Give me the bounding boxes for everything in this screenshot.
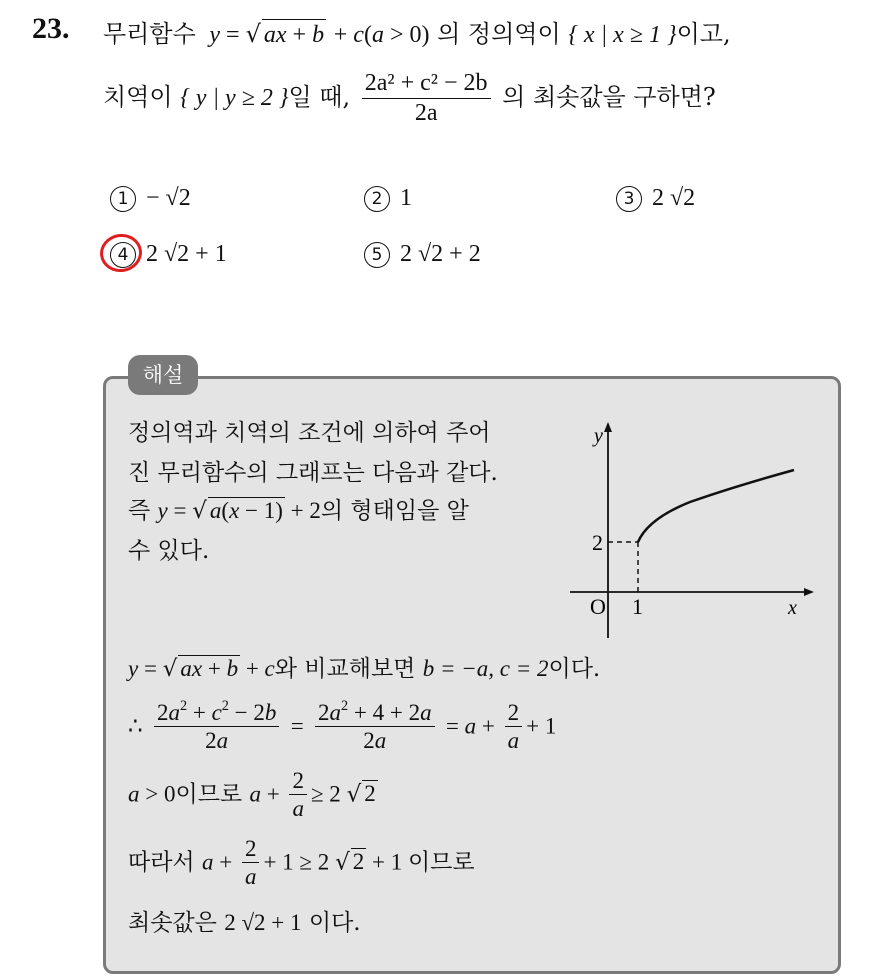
graph-x-tick: 1 [632, 594, 643, 619]
choice-1[interactable] [110, 185, 191, 212]
question-line-1: 무리함수 y = √ ax + b + c(a > 0) 의 정의역이 { x | x ≥ 1 }이고, [103, 20, 731, 48]
curve-line [638, 470, 794, 542]
solution-final [128, 904, 361, 937]
final-value: 2 √2 + 1 [224, 910, 302, 935]
choice-text: 1 [400, 185, 412, 211]
question-line-2 [103, 70, 716, 127]
ddara-word: 따라서 [128, 849, 195, 876]
domain-set: { x | x ≥ 1 } [568, 22, 677, 48]
question-number: 23. [32, 12, 70, 45]
solution-ddara: 따라서 a + $\frac{2}{a}$ + 1 ≥ 2 √ 2 + 1 이므로 [128, 836, 475, 890]
solution-compare: y = √ ax + b + c와 비교해보면 b = −a, c = 2이다. [128, 656, 601, 682]
compare-end: 이다. [548, 656, 601, 682]
ineq-tail: 이므로 [175, 781, 243, 808]
choice-marker: 4 [110, 242, 136, 268]
solution-tag: 해설 [128, 355, 198, 395]
graph-x-label: x [788, 597, 797, 619]
therefore-symbol: ∴ [128, 713, 143, 740]
question-line1-end: 이고, [676, 20, 731, 48]
question-fraction [362, 70, 491, 127]
solution-para-4: 수 있다. [128, 538, 210, 564]
choice-marker: 2 [364, 186, 390, 212]
function-graph [560, 418, 822, 640]
y-axis-arrow-icon [604, 422, 612, 432]
graph-y-label: y [594, 425, 603, 447]
graph-y-tick: 2 [592, 530, 603, 555]
fraction-numerator: 2a² + c² − 2b [362, 70, 491, 99]
choice-text: − √2 [146, 185, 191, 211]
choice-text: 2 √2 [652, 185, 696, 211]
final-lead: 최솟값은 [128, 910, 217, 936]
question-lead: 무리함수 [103, 20, 196, 48]
ddara-tail: 이므로 [407, 849, 475, 876]
x-axis-arrow-icon [804, 588, 814, 596]
solution-inequality: a > 0이므로 a + $\frac{2}{a}$ ≥ 2 √ 2 [128, 768, 376, 822]
compare-result: b = −a, c = 2 [422, 656, 549, 681]
choice-5[interactable] [364, 241, 481, 268]
choice-text: 2 √2 + 2 [400, 241, 481, 267]
solution-para-2: 진 무리함수의 그래프는 다음과 같다. [128, 460, 498, 486]
question-mid: 일 때, [288, 83, 351, 112]
compare-tail: 와 비교해보면 [274, 656, 416, 682]
question-suffix: 의 정의역이 [437, 20, 561, 48]
choice-text: 2 √2 + 1 [146, 241, 227, 267]
question-end: 의 최솟값을 구하면? [502, 83, 716, 112]
para3-lead: 즉 [128, 498, 151, 524]
solution-para-1: 정의역과 치역의 조건에 의하여 주어 [128, 420, 491, 446]
choice-3[interactable] [616, 185, 695, 212]
range-set: { y | y ≥ 2 } [180, 85, 289, 112]
question-lead-2: 치역이 [103, 83, 173, 112]
choice-marker: 5 [364, 242, 390, 268]
graph-origin: O [590, 594, 606, 619]
solution-para-3: 즉 y = √ a(x − 1) + 2의 형태임을 알 [128, 498, 469, 524]
solution-therefore: ∴ $\frac{2a^2 + c^2 - 2b}{2a}$ = $\frac{2a^2 + 4 + 2a}{2a}$ = a + $\frac{2}{a}$ + 1 [128, 698, 557, 754]
choice-2[interactable] [364, 185, 412, 212]
choice-marker: 1 [110, 186, 136, 212]
final-end: 이다. [308, 910, 361, 936]
choice-marker: 3 [616, 186, 642, 212]
fraction-denominator: 2a [414, 99, 438, 126]
para3-tail: 의 형태임을 알 [320, 498, 469, 524]
